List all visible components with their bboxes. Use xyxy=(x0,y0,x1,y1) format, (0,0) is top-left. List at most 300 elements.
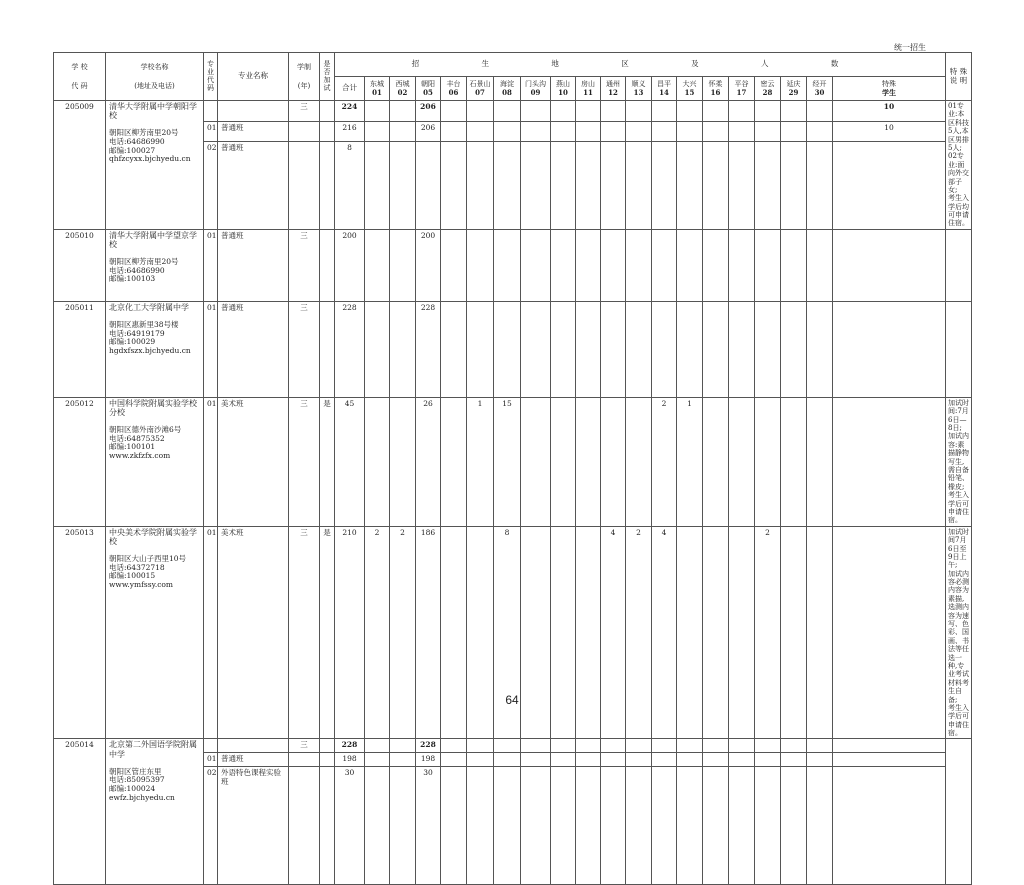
district-count xyxy=(652,767,677,885)
duration: 三 xyxy=(289,739,320,753)
note-line: 加试内容必测内容为素描,选测内容为速写、色彩、国画、书法等任选一种,专业考试材料考生自备; xyxy=(948,569,969,704)
note-line: 01专业:本区科技5人,本区男排5人; xyxy=(948,102,969,152)
district-code: 12 xyxy=(608,87,618,97)
major-name: 普通班 xyxy=(218,121,289,142)
district-count xyxy=(601,142,626,230)
header-school-name-bottom: (地址及电话) xyxy=(134,81,175,90)
district-name: 朝阳 xyxy=(421,80,435,89)
district-count xyxy=(521,397,551,526)
header-district xyxy=(441,77,467,101)
district-name: 特殊 xyxy=(882,80,896,89)
district-count xyxy=(390,229,416,301)
table-row xyxy=(54,229,972,301)
header-district xyxy=(652,77,677,101)
district-name: 西城 xyxy=(395,80,410,89)
total-count: 210 xyxy=(335,526,365,739)
extra-test xyxy=(320,767,335,885)
district-count: 206 xyxy=(416,101,441,122)
district-count xyxy=(833,739,946,753)
school-info xyxy=(106,526,204,739)
district-count xyxy=(677,142,703,230)
header-school-code xyxy=(54,53,106,101)
district-count xyxy=(467,101,494,122)
table-row xyxy=(54,526,972,739)
district-count xyxy=(807,753,833,767)
major-code xyxy=(204,739,218,753)
district-count xyxy=(576,526,601,739)
note-line: 02专业:面向外交部子女; xyxy=(948,152,969,194)
district-count xyxy=(551,767,576,885)
district-count xyxy=(729,767,755,885)
district-code: 学生 xyxy=(882,87,896,97)
note-line: 加试内容:素描静物写生,需自备铅笔、橡皮; xyxy=(948,432,969,491)
district-count xyxy=(365,739,390,753)
extra-test: 是 xyxy=(320,526,335,739)
district-count xyxy=(441,526,467,739)
major-code: 01 xyxy=(204,229,218,301)
table-row xyxy=(54,301,972,397)
district-code: 14 xyxy=(659,87,669,97)
special-notes xyxy=(946,526,972,739)
header-district xyxy=(365,77,390,101)
school-postcode: 邮编:100024 xyxy=(109,784,156,794)
header-recruit-area: 招 生 地 区 及 人 数 xyxy=(335,53,946,77)
district-count xyxy=(652,101,677,122)
district-count xyxy=(601,101,626,122)
header-district xyxy=(576,77,601,101)
extra-test xyxy=(320,142,335,230)
district-count xyxy=(755,767,781,885)
district-count xyxy=(494,101,521,122)
district-count xyxy=(467,301,494,397)
major-name: 普通班 xyxy=(218,229,289,301)
district-count xyxy=(755,301,781,397)
district-count xyxy=(807,767,833,885)
district-count xyxy=(833,397,946,526)
extra-test xyxy=(320,301,335,397)
school-address: 朝阳区柳芳南里20号 xyxy=(109,128,179,138)
district-count xyxy=(652,142,677,230)
district-count xyxy=(652,301,677,397)
header-district xyxy=(467,77,494,101)
district-count xyxy=(755,121,781,142)
district-count xyxy=(390,753,416,767)
district-count xyxy=(807,526,833,739)
header-district xyxy=(521,77,551,101)
district-count xyxy=(677,101,703,122)
district-count xyxy=(441,739,467,753)
district-count xyxy=(781,229,807,301)
district-count xyxy=(703,526,729,739)
school-phone: 电话:64686990 xyxy=(109,265,165,275)
district-count xyxy=(521,142,551,230)
district-name: 东城 xyxy=(370,80,384,89)
district-code: 10 xyxy=(558,87,568,97)
district-code: 15 xyxy=(684,87,695,97)
major-name: 外语特色课程实验班 xyxy=(218,767,289,885)
total-count: 200 xyxy=(335,229,365,301)
district-count: 198 xyxy=(416,753,441,767)
header-special-notes: 特 殊 说 明 xyxy=(946,53,972,101)
district-name: 密云 xyxy=(760,80,775,89)
district-count xyxy=(494,229,521,301)
district-count xyxy=(521,753,551,767)
district-code: 11 xyxy=(583,87,593,97)
district-count xyxy=(494,121,521,142)
district-count: 10 xyxy=(833,101,946,122)
district-count xyxy=(467,526,494,739)
district-count xyxy=(576,397,601,526)
school-code: 205012 xyxy=(54,397,106,526)
header-major-code-text: 专业代码 xyxy=(207,60,214,93)
school-website: www.ymfssy.com xyxy=(109,579,174,589)
school-postcode: 邮编:100101 xyxy=(109,442,156,452)
extra-test xyxy=(320,739,335,753)
header-district xyxy=(626,77,652,101)
district-count xyxy=(576,142,601,230)
school-website: qhfzcyxx.bjchyedu.cn xyxy=(109,154,191,164)
district-count xyxy=(365,229,390,301)
district-count xyxy=(729,526,755,739)
district-count: 30 xyxy=(416,767,441,885)
district-count xyxy=(652,121,677,142)
major-name xyxy=(218,101,289,122)
district-count xyxy=(441,753,467,767)
district-count xyxy=(677,301,703,397)
district-name: 延庆 xyxy=(786,80,801,89)
district-count xyxy=(729,142,755,230)
school-info xyxy=(106,229,204,301)
district-count xyxy=(755,397,781,526)
school-name: 中国科学院附属实验学校分校 xyxy=(109,398,197,418)
extra-test xyxy=(320,121,335,142)
district-count: 1 xyxy=(467,397,494,526)
district-count xyxy=(521,739,551,753)
note-line: 考生入学后可申请住宿。 xyxy=(948,703,969,738)
district-count xyxy=(390,767,416,885)
header-district xyxy=(677,77,703,101)
district-name: 丰台 xyxy=(446,80,461,89)
district-code: 01 xyxy=(372,87,382,97)
district-count xyxy=(390,101,416,122)
major-code: 01 xyxy=(204,753,218,767)
total-count: 228 xyxy=(335,301,365,397)
district-count xyxy=(755,142,781,230)
major-name: 美术班 xyxy=(218,397,289,526)
school-name: 北京第二外国语学院附属中学 xyxy=(109,740,197,759)
page-number: 64 xyxy=(505,693,519,707)
district-count xyxy=(807,301,833,397)
header-district xyxy=(781,77,807,101)
header-duration-bottom: (年) xyxy=(297,81,311,90)
district-count xyxy=(652,739,677,753)
note-line: 加试时间7月6日至9日上午; xyxy=(948,527,969,570)
district-count xyxy=(807,142,833,230)
district-code: 29 xyxy=(788,87,799,97)
major-name: 普通班 xyxy=(218,753,289,767)
district-count xyxy=(677,767,703,885)
duration: 三 xyxy=(289,397,320,526)
district-count xyxy=(652,753,677,767)
duration xyxy=(289,121,320,142)
district-count xyxy=(467,739,494,753)
district-count xyxy=(729,229,755,301)
special-notes xyxy=(946,397,972,526)
district-count xyxy=(521,121,551,142)
school-code: 205014 xyxy=(54,739,106,885)
district-count xyxy=(755,101,781,122)
school-name: 中央美术学院附属实验学校 xyxy=(109,527,197,546)
school-code: 205010 xyxy=(54,229,106,301)
duration: 三 xyxy=(289,526,320,739)
district-count: 200 xyxy=(416,229,441,301)
district-count: 4 xyxy=(601,526,626,739)
major-code xyxy=(204,101,218,122)
district-count xyxy=(576,753,601,767)
major-name: 普通班 xyxy=(218,301,289,397)
school-address: 朝阳区管庄东里 xyxy=(109,766,162,776)
district-count xyxy=(833,142,946,230)
district-count xyxy=(781,526,807,739)
district-count xyxy=(807,121,833,142)
school-website: hgdxfszx.bjchyedu.cn xyxy=(109,345,191,355)
header-district xyxy=(416,77,441,101)
district-count xyxy=(494,301,521,397)
district-count xyxy=(703,142,729,230)
district-count xyxy=(833,301,946,397)
school-gap xyxy=(109,759,200,768)
district-count xyxy=(576,101,601,122)
school-phone: 电话:64372718 xyxy=(109,562,165,572)
district-name: 昌平 xyxy=(657,80,671,89)
district-code: 08 xyxy=(502,87,512,97)
header-school-name-top: 学校名称 xyxy=(140,63,169,72)
district-count xyxy=(703,301,729,397)
district-count: 2 xyxy=(755,526,781,739)
district-count xyxy=(626,301,652,397)
district-count: 186 xyxy=(416,526,441,739)
district-count: 10 xyxy=(833,121,946,142)
district-count xyxy=(441,301,467,397)
header-extra-test-text: 是否加试 xyxy=(323,60,331,93)
school-code: 205009 xyxy=(54,101,106,230)
district-count: 2 xyxy=(365,526,390,739)
header-major-code xyxy=(204,53,218,101)
district-count xyxy=(703,739,729,753)
major-name: 美术班 xyxy=(218,526,289,739)
district-count xyxy=(365,101,390,122)
enrollment-table xyxy=(53,52,972,885)
district-count: 1 xyxy=(677,397,703,526)
school-phone: 电话:64919179 xyxy=(109,328,165,338)
page-tag: 统一招生 xyxy=(894,43,926,52)
district-count xyxy=(755,229,781,301)
district-count xyxy=(626,767,652,885)
district-count xyxy=(807,739,833,753)
district-count xyxy=(467,142,494,230)
district-count xyxy=(551,301,576,397)
district-name: 经开 xyxy=(812,80,827,89)
district-name: 门头沟 xyxy=(525,80,546,89)
school-address: 朝阳区德外南沙滩6号 xyxy=(109,425,182,435)
district-code: 06 xyxy=(448,87,459,97)
school-info xyxy=(106,397,204,526)
header-district xyxy=(729,77,755,101)
school-website: ewfz.bjchyedu.cn xyxy=(109,792,175,802)
school-code: 205011 xyxy=(54,301,106,397)
district-count xyxy=(755,739,781,753)
district-count xyxy=(677,739,703,753)
district-count xyxy=(781,739,807,753)
school-postcode: 邮编:100027 xyxy=(109,145,156,155)
district-count xyxy=(729,753,755,767)
school-info xyxy=(106,101,204,230)
district-count xyxy=(781,397,807,526)
district-count xyxy=(467,121,494,142)
district-code: 30 xyxy=(814,87,825,97)
district-count xyxy=(365,301,390,397)
total-count: 45 xyxy=(335,397,365,526)
district-count xyxy=(521,526,551,739)
header-district xyxy=(807,77,833,101)
district-count xyxy=(677,753,703,767)
total-count: 30 xyxy=(335,767,365,885)
header-school-name xyxy=(106,53,204,101)
header-district xyxy=(703,77,729,101)
header-district xyxy=(551,77,576,101)
district-code: 28 xyxy=(762,87,773,97)
school-phone: 电话:85095397 xyxy=(109,775,165,785)
district-count xyxy=(807,229,833,301)
district-count: 228 xyxy=(416,739,441,753)
header-school-code-bottom: 代 码 xyxy=(71,81,88,90)
district-count xyxy=(729,739,755,753)
district-count xyxy=(521,767,551,885)
district-count xyxy=(576,121,601,142)
district-code: 17 xyxy=(736,87,747,97)
note-line: 考生入学后可申请住宿。 xyxy=(948,491,969,525)
district-count xyxy=(441,101,467,122)
district-code: 13 xyxy=(633,87,644,97)
district-count xyxy=(626,397,652,526)
district-count xyxy=(703,767,729,885)
total-count: 224 xyxy=(335,101,365,122)
school-info xyxy=(106,301,204,397)
district-count xyxy=(807,101,833,122)
district-count xyxy=(521,101,551,122)
school-postcode: 邮编:100103 xyxy=(109,274,156,284)
district-count xyxy=(551,753,576,767)
special-notes xyxy=(946,229,972,301)
school-name: 北京化工大学附属中学 xyxy=(109,302,189,312)
extra-test xyxy=(320,753,335,767)
district-count xyxy=(729,101,755,122)
district-count xyxy=(441,397,467,526)
district-count: 2 xyxy=(626,526,652,739)
district-count xyxy=(807,397,833,526)
district-count xyxy=(390,121,416,142)
note-line: 考生入学后均可申请住宿。 xyxy=(948,194,969,228)
special-notes xyxy=(946,739,972,885)
district-count xyxy=(652,229,677,301)
header-major-name: 专业名称 xyxy=(218,53,289,101)
major-code: 01 xyxy=(204,526,218,739)
major-code: 01 xyxy=(204,301,218,397)
school-website: www.zkfzfx.com xyxy=(109,451,171,461)
district-count xyxy=(521,301,551,397)
district-count xyxy=(390,397,416,526)
district-count xyxy=(551,121,576,142)
header-duration-top: 学制 xyxy=(297,63,311,72)
district-count xyxy=(551,739,576,753)
district-count xyxy=(390,301,416,397)
district-count xyxy=(626,753,652,767)
district-count: 15 xyxy=(494,397,521,526)
major-code: 02 xyxy=(204,767,218,885)
district-count xyxy=(833,753,946,767)
duration: 三 xyxy=(289,301,320,397)
district-count xyxy=(755,753,781,767)
duration xyxy=(289,767,320,885)
district-count xyxy=(365,121,390,142)
total-count: 228 xyxy=(335,739,365,753)
district-name: 大兴 xyxy=(682,80,697,89)
district-count xyxy=(441,121,467,142)
district-count xyxy=(551,526,576,739)
district-name: 石景山 xyxy=(469,80,491,89)
header-district xyxy=(494,77,521,101)
district-count xyxy=(494,142,521,230)
district-count xyxy=(365,142,390,230)
district-count: 4 xyxy=(652,526,677,739)
district-name: 顺义 xyxy=(631,80,646,89)
extra-test xyxy=(320,101,335,122)
header-total: 合计 xyxy=(335,77,365,101)
district-count xyxy=(365,397,390,526)
district-code: 09 xyxy=(530,87,541,97)
district-count xyxy=(601,753,626,767)
district-name: 平谷 xyxy=(734,80,749,89)
district-count: 2 xyxy=(652,397,677,526)
district-count xyxy=(441,767,467,885)
district-count: 206 xyxy=(416,121,441,142)
major-code: 02 xyxy=(204,142,218,230)
school-address: 朝阳区惠新里38号楼 xyxy=(109,320,179,330)
district-code: 07 xyxy=(475,87,485,97)
table-row xyxy=(54,101,972,122)
district-count xyxy=(703,101,729,122)
district-count xyxy=(703,229,729,301)
district-count xyxy=(601,767,626,885)
district-count xyxy=(494,767,521,885)
district-count xyxy=(416,142,441,230)
header-extra-test xyxy=(320,53,335,101)
district-count xyxy=(601,301,626,397)
school-name: 清华大学附属中学朝阳学校 xyxy=(109,102,197,121)
district-count xyxy=(729,397,755,526)
district-count xyxy=(365,753,390,767)
district-count xyxy=(467,753,494,767)
district-count xyxy=(576,767,601,885)
district-count xyxy=(551,397,576,526)
district-count xyxy=(551,101,576,122)
district-name: 通州 xyxy=(606,80,620,89)
header-district xyxy=(390,77,416,101)
note-line: 加试时间:7月6日—8日; xyxy=(948,398,969,433)
school-name: 清华大学附属中学望京学校 xyxy=(109,230,197,250)
district-count xyxy=(601,397,626,526)
table-row xyxy=(54,739,972,753)
